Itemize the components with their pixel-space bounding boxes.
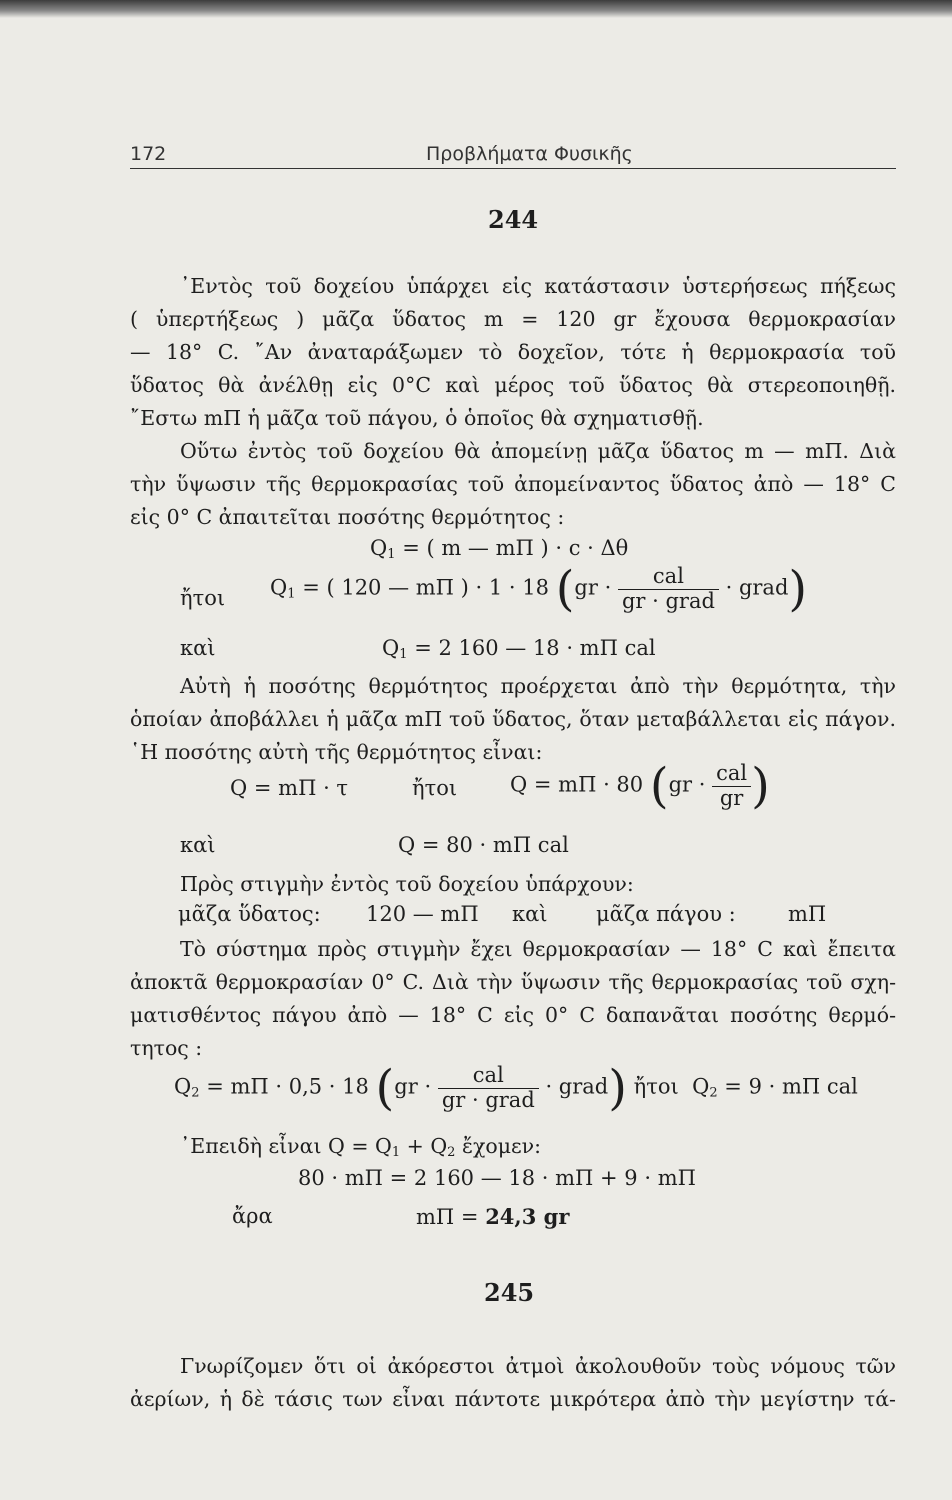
problem-number-244: 244: [488, 205, 539, 234]
page-number: 172: [130, 143, 167, 165]
text-line: Γνωρίζομεν ὅτι οἱ ἀκόρεστοι ἀτμοὶ ἀκολουθοῦν τοὺς νόμους τῶν: [180, 1354, 896, 1378]
final-result: mΠ = 24,3 gr: [416, 1204, 570, 1229]
text-line: ἀποκτᾶ θερμοκρασίαν 0° C. Διὰ τὴν ὕψωσιν τῆς θερμοκρασίας τοῦ σχη-: [130, 970, 896, 994]
equation-label-itoi: ἤτοι: [180, 586, 226, 610]
text-line: Τὸ σύστημα πρὸς στιγμὴν ἔχει θερμοκρασίαν — 18° C καὶ ἔπειτα: [180, 937, 896, 961]
text-line: ( ὑπερτήξεως ) μᾶζα ὕδατος m = 120 gr ἔχουσα θερμοκρασίαν: [130, 307, 896, 331]
text-line: ὁποίαν ἀποβάλλει ἡ μᾶζα mΠ τοῦ ὕδατος, ὅταν μεταβάλλεται εἰς πάγον.: [130, 707, 896, 731]
text-line: ματισθέντος πάγου ἀπὸ — 18° C εἰς 0° C δαπανᾶται ποσότης θερμό-: [130, 1003, 896, 1027]
running-title: Προβλήματα Φυσικῆς: [426, 143, 633, 165]
and-word: καὶ: [512, 902, 548, 926]
water-mass-value: 120 — mΠ: [366, 902, 479, 926]
equation-q-latent-value: Q = mΠ · 80 (gr · $\frac{\text{cal}}{gr}$ ): [510, 758, 770, 814]
text-line: ὕδατος θὰ ἀνέλθῃ εἰς 0°C καὶ μέρος τοῦ ὕδατος θὰ στερεοποιηθῇ.: [130, 373, 896, 397]
equation-label-itoi: ἤτοι: [412, 776, 458, 800]
text-line: ῾Η ποσότης αὐτὴ τῆς θερμότητος εἶναι:: [130, 740, 543, 764]
equation-q1-result: $Q_1 = 2$ 160 — 18 · mΠ cal: [382, 636, 656, 662]
equation-balance: 80 · mΠ = 2 160 — 18 · mΠ + 9 · mΠ: [298, 1166, 696, 1190]
problem-number-245: 245: [484, 1278, 535, 1307]
text-line: Αὐτὴ ἡ ποσότης θερμότητος προέρχεται ἀπὸ τὴν θερμότητα, τὴν: [180, 674, 896, 698]
text-line: τὴν ὕψωσιν τῆς θερμοκρασίας τοῦ ἀπομείναντος ὕδατος ἀπὸ — 18° C: [130, 472, 896, 496]
header-rule: [130, 168, 896, 169]
equation-q2: $Q_2 = m\Pi \cdot 0,5 \cdot 18$ (gr · $\frac{\text{cal}}{\text{gr · grad}}$ · grad) ἤτοι $Q_2 = 9 \cdot m\Pi$ cal: [174, 1060, 858, 1116]
ice-mass-value: mΠ: [788, 902, 827, 926]
text-line: τητος :: [130, 1036, 203, 1060]
text-line: ἀερίων, ἡ δὲ τάσις των εἶναι πάντοτε μικρότερα ἀπὸ τὴν μεγίστην τά-: [130, 1387, 896, 1411]
ice-mass-label: μᾶζα πάγου :: [596, 902, 736, 926]
equation-label-kai: καὶ: [180, 833, 216, 857]
text-line: Οὕτω ἐντὸς τοῦ δοχείου θὰ ἀπομείνῃ μᾶζα ὕδατος m — mΠ. Διὰ: [180, 439, 896, 463]
text-line-sum: ᾿Επειδὴ εἶναι $Q = Q_1 + Q_2$ ἔχομεν:: [180, 1134, 542, 1160]
equation-q-latent: Q = mΠ · τ: [230, 776, 349, 800]
equation-q1-substituted: $Q_1$ = ( 120 — mΠ ) · 1 · 18 (gr · $\frac{\text{cal}}{\text{gr · grad}}$ · grad): [270, 561, 808, 617]
text-line: ῎Εστω mΠ ἡ μᾶζα τοῦ πάγου, ὁ ὁποῖος θὰ σχηματισθῇ.: [130, 406, 704, 430]
text-line: εἰς 0° C ἀπαιτεῖται ποσότης θερμότητος :: [130, 505, 565, 529]
text-line: Πρὸς στιγμὴν ἐντὸς τοῦ δοχείου ὑπάρχουν:: [180, 872, 634, 896]
equation-label-kai: καὶ: [180, 636, 216, 660]
equation-q-latent-result: Q = 80 · mΠ cal: [398, 833, 569, 857]
equation-q1-definition: $Q_1$ = ( m — mΠ ) · c · Δθ: [370, 536, 629, 562]
text-line: — 18° C. ῎Αν ἀναταράξωμεν τὸ δοχεῖον, τότε ἡ θερμοκρασία τοῦ: [130, 340, 896, 364]
text-line: ᾿Εντὸς τοῦ δοχείου ὑπάρχει εἰς κατάστασιν ὑστερήσεως πήξεως: [180, 274, 896, 298]
equation-label-ara: ἄρα: [232, 1204, 273, 1228]
water-mass-label: μᾶζα ὕδατος:: [178, 902, 321, 926]
